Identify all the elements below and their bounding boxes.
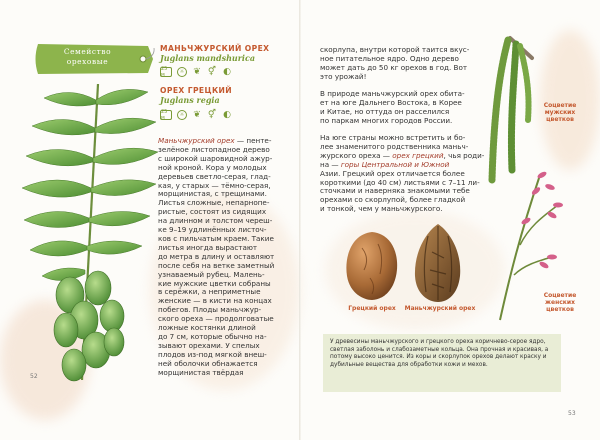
- text-line: после себя на ветке заметный: [158, 260, 275, 270]
- text-line: листья иногда вырастают: [158, 242, 258, 252]
- text-line: короткими (до 40 см) листьями с 7–11 ли-: [320, 177, 480, 187]
- species-latin-walnut: Juglans regia: [160, 95, 220, 105]
- caption-walnut: Грецкий орех: [348, 305, 396, 312]
- text-line: ней оболочки обнажается: [158, 358, 258, 368]
- caption-line: женских: [545, 299, 575, 306]
- text-line: с широкой шаровидной ажур-: [158, 153, 273, 163]
- sun-icon: ☼: [177, 110, 187, 120]
- species-latin-manchurian: Juglans mandshurica: [160, 53, 256, 63]
- text-line: Азии. Грецкий орех отличается более: [320, 168, 465, 178]
- text-line: морщинистая твёрдая: [158, 367, 244, 377]
- leaf-icon: ❦: [193, 67, 201, 77]
- text-line: это урожай!: [320, 71, 367, 81]
- text-line: ет на юге Дальнего Востока, в Корее: [320, 97, 462, 107]
- text-line: В природе маньчжурский орех обита-: [320, 89, 465, 98]
- nut-icon: ◐: [223, 110, 231, 120]
- text-line: женские — в кисти на концах: [158, 296, 272, 306]
- caption-line: цветков: [546, 116, 574, 123]
- text-line: ке 9–19 удлинённых листоч-: [158, 225, 267, 235]
- text-line-start: журского ореха —: [320, 150, 393, 160]
- text-line: может дать до 50 кг орехов в год. Вот: [320, 62, 468, 72]
- species-icons-walnut: [160, 110, 232, 120]
- tree-height-icon: [160, 110, 172, 120]
- species-name-manchurian: МАНЬЧЖУРСКИЙ ОРЕХ: [160, 44, 270, 53]
- nut-icon: ◐: [223, 67, 231, 77]
- text-line: до 7 см, которые обычно на-: [158, 331, 267, 341]
- species-name-walnut: ОРЕХ ГРЕЦКИЙ: [160, 86, 233, 95]
- leaf-icon: ❦: [193, 110, 201, 120]
- italic-term: Маньчжурский орех: [158, 136, 235, 145]
- left-body-text: [158, 137, 298, 377]
- italic-term: горы Центральной и Южной: [340, 159, 450, 169]
- italic-term: орех грецкий: [392, 150, 444, 160]
- caption-line: цветков: [546, 306, 574, 313]
- text-line: зывают орехами. У спелых: [158, 340, 260, 350]
- text-line: на длинном и толстом череш-: [158, 216, 273, 226]
- walnut-illustration: [342, 228, 402, 302]
- text-line-start: на —: [320, 159, 341, 169]
- species-icons-manchurian: [160, 67, 232, 77]
- text-line: деревьев светло-серая, глад-: [158, 171, 271, 181]
- family-tag-text: [40, 47, 135, 67]
- tag-line2: ореховые: [66, 57, 109, 66]
- page-number-left: 52: [30, 373, 38, 380]
- text-line: ное питательное ядро. Одно дерево: [320, 53, 459, 63]
- text-line: ристые, состоят из сидящих: [158, 207, 267, 217]
- wood-note-text: У древесины маньчжурского и грецкого ореха коричнево-серое ядро, светлая заболонь и слабозаметные кольца. Она прочная и красивая, а потому высоко ценится. Из коры и скорлупок орехов делают краску и дубильные вещества для обработки кожи и мехов.: [330, 339, 549, 368]
- caption-female-flowers: [530, 292, 590, 313]
- text-line: орехами со скорлупой, более гладкой: [320, 195, 466, 205]
- caption-line: мужских: [544, 109, 576, 116]
- text-line: лее знаменитого родственника маньч-: [320, 141, 469, 151]
- text-line: кая, у старых — тёмно-серая,: [158, 180, 271, 190]
- watercolor-wash: [540, 30, 600, 170]
- caption-line: Соцветие: [543, 292, 577, 299]
- page-gutter: [299, 0, 301, 440]
- text-line: кие мужские цветки собраны: [158, 278, 271, 288]
- tree-height-value: 25 м: [161, 66, 168, 78]
- tag-line1: Семейство: [63, 47, 112, 56]
- caption-manchurian-nut: Маньчжурский орех: [404, 305, 476, 312]
- text-line: сточками и наверняка знакомыми тебе: [320, 186, 470, 196]
- text-line-rest: — пенте-: [234, 136, 272, 145]
- text-line: скорлупа, внутри которой таится вкус-: [320, 45, 470, 54]
- text-line: узнаваемый рубец. Малень-: [158, 269, 265, 279]
- text-line: ной кроной. Кора у молодых: [158, 162, 267, 172]
- text-line: ложные костянки длиной: [158, 323, 256, 333]
- caption-line: Соцветие: [543, 102, 577, 109]
- text-line: морщинистая, с трещинами.: [158, 189, 267, 199]
- text-line: На юге страны можно встретить и бо-: [320, 133, 466, 142]
- manchurian-walnut-leaf-illustration: [10, 80, 160, 390]
- manchurian-nut-illustration: [410, 222, 466, 304]
- text-line: по паркам многих городов России.: [320, 115, 453, 125]
- text-line: зелёное листопадное дерево: [158, 144, 270, 154]
- text-line: побегов. Плоды маньчжур-: [158, 305, 262, 315]
- text-line: ков с пильчатым краем. Такие: [158, 233, 274, 243]
- wood-note-box: [323, 334, 561, 392]
- text-line: в серёжки, а неприметные: [158, 287, 261, 297]
- tree-height-icon: [160, 67, 172, 77]
- text-line: плодов из-под мягкой внеш-: [158, 349, 267, 359]
- text-line: до метра в длину и оставляют: [158, 251, 275, 261]
- tree-height-value: 25 м: [161, 109, 168, 121]
- text-line-rest: , чья роди-: [443, 150, 485, 160]
- page-number-right: 53: [568, 410, 576, 417]
- male-female-icon: ⚥: [207, 110, 217, 120]
- sun-icon: ☼: [177, 67, 187, 77]
- text-line: Листья сложные, непарнопе-: [158, 198, 270, 208]
- text-line: и тонкой, чем у маньчжурского.: [320, 204, 443, 214]
- male-female-icon: ⚥: [207, 67, 217, 77]
- text-line: и Китае, но оттуда он расселился: [320, 106, 450, 116]
- caption-male-flowers: [530, 102, 590, 123]
- text-line: ского ореха — продолговатые: [158, 314, 274, 324]
